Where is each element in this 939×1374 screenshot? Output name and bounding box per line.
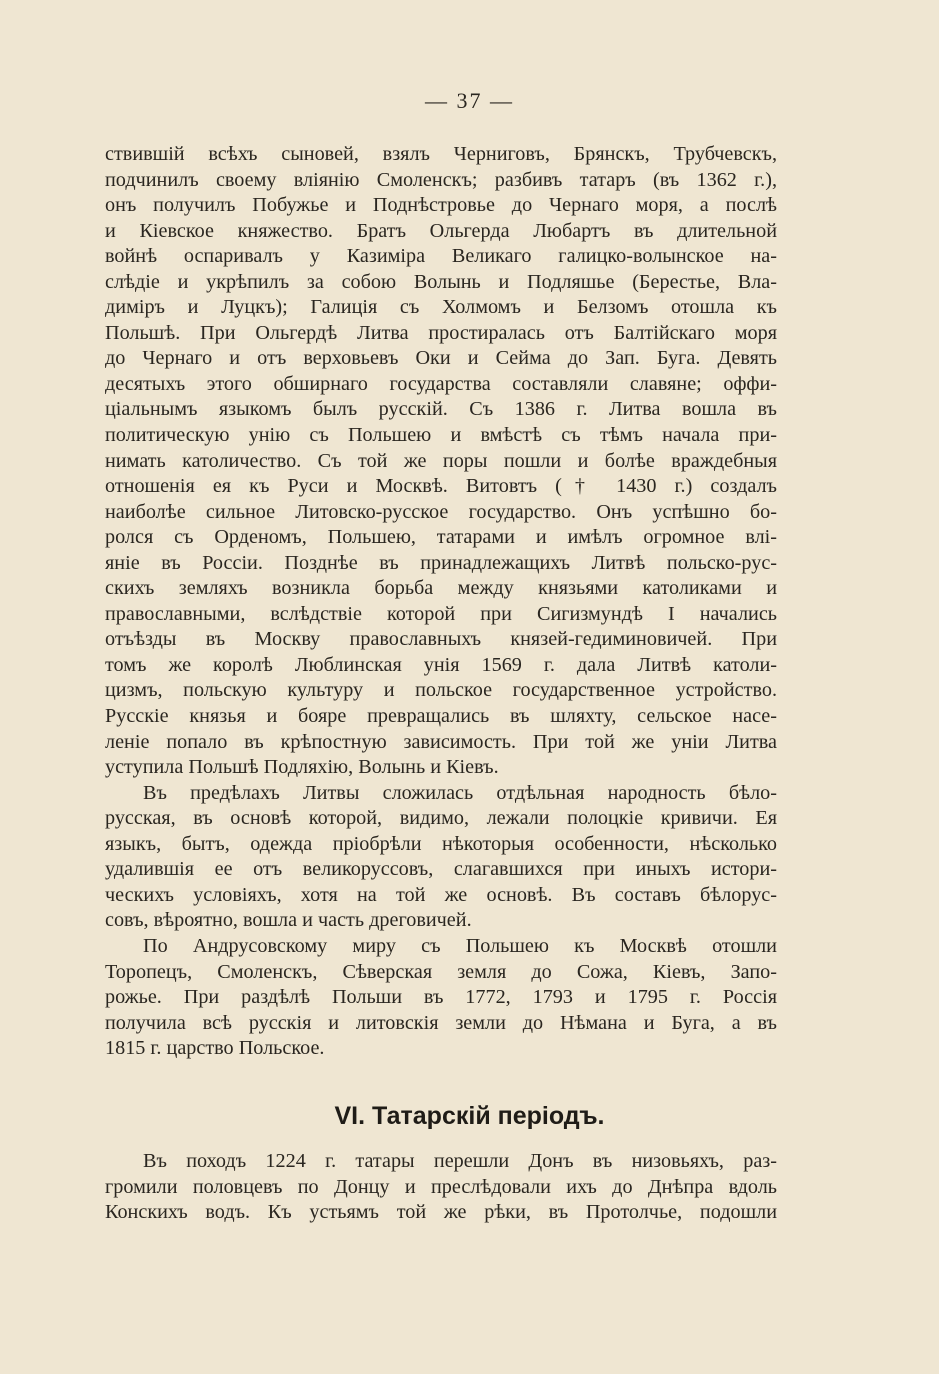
text-line: Русскіе князья и бояре превращались въ шляхту, сельское насе- <box>105 705 777 728</box>
text-line: православными, вслѣдствіе которой при Сигизмундѣ I начались <box>105 602 777 625</box>
text-line: нимать католичество. Съ той же поры пошли и болѣе враждебныя <box>105 449 777 472</box>
text-line: По Андрусовскому миру съ Польшею къ Москвѣ отошли <box>143 934 777 957</box>
text-line: Въ предѣлахъ Литвы сложилась отдѣльная народность бѣло- <box>143 781 777 804</box>
text-line: политическую унію съ Польшею и вмѣстѣ съ тѣмъ начала при- <box>105 424 777 447</box>
text-line: яніе въ Россіи. Позднѣе въ принадлежащихъ Литвѣ польско-рус- <box>105 551 777 574</box>
text-line: Въ походъ 1224 г. татары перешли Донъ въ низовьяхъ, раз- <box>143 1150 777 1172</box>
text-line: диміръ и Луцкъ); Галиція съ Холмомъ и Белзомъ отошла къ <box>105 296 777 319</box>
text-line: десятыхъ этого обширнаго государства составляли славяне; оффи- <box>105 372 777 395</box>
text-line: Польшѣ. При Ольгердѣ Литва простиралась отъ Балтійскаго моря <box>105 321 777 344</box>
text-line: онъ получилъ Побужье и Поднѣстровье до Чернаго моря, а послѣ <box>105 194 777 217</box>
text-line: ческихъ условіяхъ, хотя на той же основѣ. Въ составъ бѣлорус- <box>105 883 777 906</box>
text-line: войнѣ оспаривалъ у Казиміра Великаго галицко-волынское на- <box>105 245 777 268</box>
text-line: ствившій всѣхъ сыновей, взялъ Черниговъ, Брянскъ, Трубчевскъ, <box>105 143 777 165</box>
section-body-text <box>105 1149 777 1226</box>
text-line: подчинилъ своему вліянію Смоленскъ; разбивъ татаръ (въ 1362 г.), <box>105 168 777 191</box>
text-line: и Кіевское княжество. Братъ Ольгерда Любартъ въ длительной <box>105 219 777 242</box>
text-line: леніе попало въ крѣпостную зависимость. При той же уніи Литва <box>105 730 777 753</box>
section-heading: VI. Татарскій періодъ. <box>334 1102 605 1130</box>
text-line: уступила Польшѣ Подляхію, Волынь и Кіевъ. <box>105 756 499 779</box>
text-line: наиболѣе сильное Литовско-русское государство. Онъ успѣшно бо- <box>105 500 777 523</box>
text-line: Конскихъ водъ. Къ устьямъ той же рѣки, въ Протолчье, подошли <box>105 1201 777 1224</box>
text-line: громили половцевъ по Донцу и преслѣдовали ихъ до Днѣпра вдоль <box>105 1175 777 1198</box>
text-line: до Чернаго и отъ верховьевъ Оки и Сейма до Зап. Буга. Девять <box>105 347 777 370</box>
text-line: русская, въ основѣ которой, видимо, лежали полоцкіе кривичи. Ея <box>105 807 777 830</box>
text-line: совъ, вѣроятно, вошла и часть дреговичей. <box>105 909 472 932</box>
text-line: 1815 г. царство Польское. <box>105 1037 325 1060</box>
text-line: томъ же королѣ Люблинская унія 1569 г. дала Литвѣ католи- <box>105 653 777 676</box>
text-line: цизмъ, польскую культуру и польское государственное устройство. <box>105 679 777 702</box>
body-text <box>105 142 777 1062</box>
text-line: скихъ земляхъ возникла борьба между князьями католиками и <box>105 577 777 600</box>
text-line: отношенія ея къ Руси и Москвѣ. Витовтъ († 1430 г.) создалъ <box>105 475 777 498</box>
text-line: отъѣзды въ Москву православныхъ князей-гедиминовичей. При <box>105 628 777 651</box>
text-line: языкъ, бытъ, одежда пріобрѣли нѣкоторыя особенности, нѣсколько <box>105 832 777 855</box>
text-line: ролся съ Орденомъ, Польшею, татарами и имѣлъ огромное влі- <box>105 526 777 549</box>
text-line: Торопецъ, Смоленскъ, Сѣверская земля до Сожа, Кіевъ, Запо- <box>105 960 777 983</box>
text-line: получила всѣ русскія и литовскія земли до Нѣмана и Буга, а въ <box>105 1011 777 1034</box>
text-line: рожье. При раздѣлѣ Польши въ 1772, 1793 и 1795 г. Россія <box>105 986 777 1009</box>
text-line: ціальнымъ языкомъ былъ русскій. Съ 1386 г. Литва вошла въ <box>105 398 777 421</box>
page-number: — 37 — <box>425 88 514 113</box>
text-line: слѣдіе и укрѣпилъ за собою Волынь и Подляшье (Берестье, Вла- <box>105 270 777 293</box>
text-line: удалившія ее отъ великоруссовъ, слагавшихся при иныхъ истори- <box>105 858 777 881</box>
